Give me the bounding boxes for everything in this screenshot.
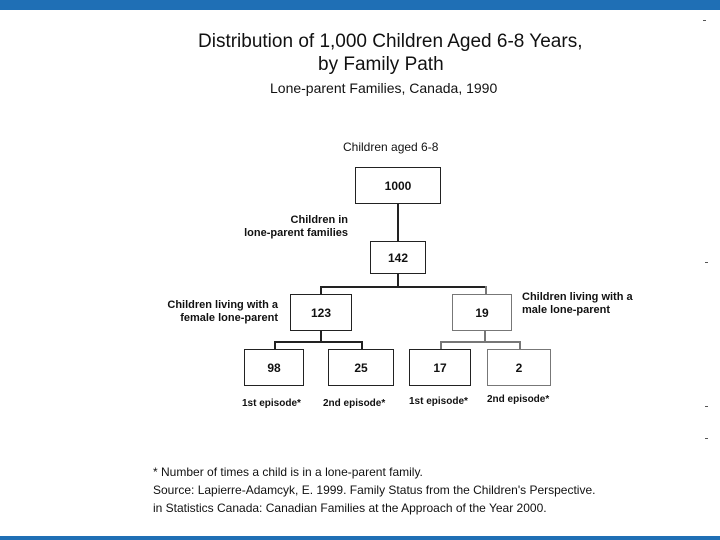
scan-mark: [705, 406, 708, 407]
male-first-episode-value: 17: [433, 360, 447, 375]
diagram-title-line2: by Family Path: [318, 54, 444, 75]
connector-male-second: [519, 341, 521, 349]
lone-parent-label-line2: lone-parent families: [244, 227, 348, 239]
male-second-episode-node: [487, 349, 551, 386]
scan-mark: [705, 262, 708, 263]
female-node: [290, 294, 352, 331]
connector-to-male: [485, 286, 487, 294]
male-second-episode-label: 2nd episode*: [487, 394, 550, 405]
female-first-episode-value: 98: [267, 360, 281, 375]
source-line-1: Source: Lapierre-Adamcyk, E. 1999. Family Status from the Children's Perspective.: [153, 483, 596, 497]
connector-lone-down: [397, 274, 399, 286]
female-second-episode-value: 25: [354, 360, 368, 375]
male-node: [452, 294, 512, 331]
female-second-episode-node: [328, 349, 394, 386]
connector-male-first: [440, 341, 442, 349]
connector-root-lone: [397, 204, 399, 241]
lone-parent-label-line1: Children in: [290, 214, 348, 226]
connector-female-down: [320, 331, 322, 341]
footnote: * Number of times a child is in a lone-parent family.: [153, 465, 423, 479]
connector-female-second: [361, 341, 363, 349]
male-value: 19: [475, 305, 489, 320]
root-label: Children aged 6-8: [343, 140, 439, 154]
male-label-line2: male lone-parent: [522, 304, 611, 316]
male-first-episode-node: [409, 349, 471, 386]
female-first-episode-label: 1st episode*: [242, 398, 301, 409]
root-value: 1000: [384, 178, 412, 193]
female-label-line2: female lone-parent: [180, 312, 278, 324]
bottom-band: [0, 536, 720, 540]
female-second-episode-label: 2nd episode*: [323, 398, 386, 409]
lone-parent-node: [370, 241, 426, 274]
female-label-line1: Children living with a: [167, 299, 278, 311]
diagram-subtitle: Lone-parent Families, Canada, 1990: [270, 80, 498, 96]
lone-parent-value: 142: [387, 250, 409, 265]
diagram-title: Distribution of 1,000 Children Aged 6-8 Years,: [198, 31, 583, 52]
male-second-episode-value: 2: [515, 360, 523, 375]
top-band: [0, 0, 720, 10]
connector-female-first: [274, 341, 276, 349]
connector-male-split: [440, 341, 520, 343]
connector-male-down: [484, 331, 486, 341]
female-label: [140, 299, 278, 325]
scan-mark: [705, 438, 708, 439]
lone-parent-label: [225, 214, 348, 240]
female-value: 123: [310, 305, 332, 320]
male-first-episode-label: 1st episode*: [409, 396, 468, 407]
connector-to-female: [320, 286, 322, 294]
scan-mark: [703, 20, 706, 21]
connector-female-split: [274, 341, 362, 343]
male-label-line1: Children living with a: [522, 291, 633, 303]
male-label: [522, 291, 633, 317]
root-node: [355, 167, 441, 204]
female-first-episode-node: [244, 349, 304, 386]
source-line-2: in Statistics Canada: Canadian Families at the Approach of the Year 2000.: [153, 501, 547, 515]
connector-split-horizontal: [320, 286, 486, 288]
